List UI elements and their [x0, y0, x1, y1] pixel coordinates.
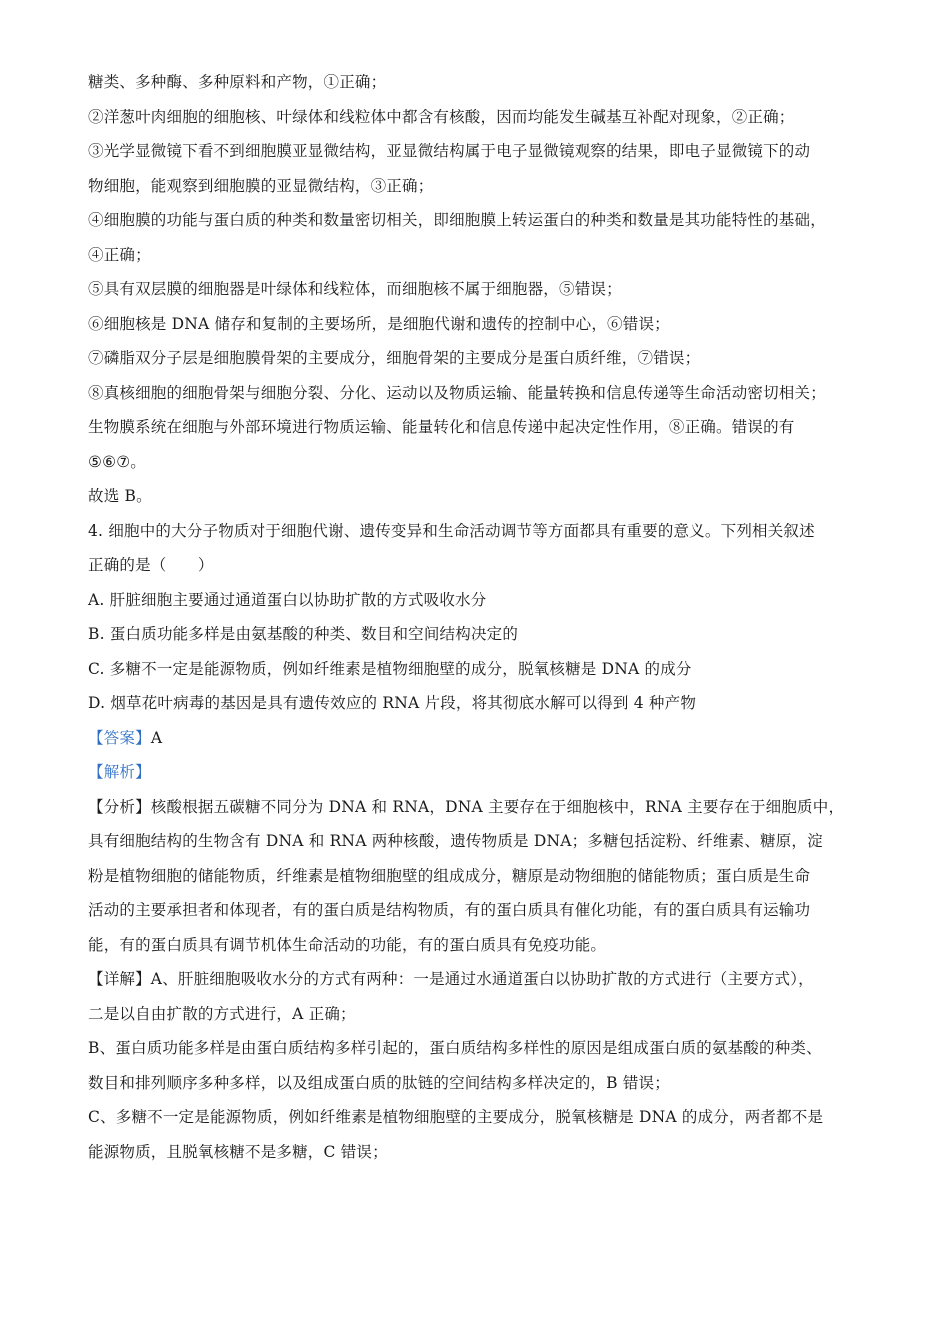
answer-tag: 【答案】 [88, 728, 151, 747]
text-line: ⑧真核细胞的细胞骨架与细胞分裂、分化、运动以及物质运输、能量转换和信息传递等生命活动密切相关； [88, 383, 826, 402]
detail-line: 【详解】A、肝脏细胞吸收水分的方式有两种：一是通过水通道蛋白以协助扩散的方式进行（主要方式）， [88, 970, 814, 988]
text-line: 生物膜系统在细胞与外部环境进行物质运输、能量转化和信息传递中起决定性作用，⑧正确。错误的有 [88, 418, 795, 436]
text-line: ④正确； [88, 245, 151, 264]
analysis-line: 粉是植物细胞的储能物质，纤维素是植物细胞壁的组成成分，糖原是动物细胞的储能物质；蛋白质是生命 [88, 866, 811, 885]
analysis-line: 具有细胞结构的生物含有 DNA 和 RNA 两种核酸，遗传物质是 DNA；多糖包括淀粉、纤维素、糖原，淀 [88, 832, 823, 850]
text-line: ⑦磷脂双分子层是细胞膜骨架的主要成分，细胞骨架的主要成分是蛋白质纤维，⑦错误； [88, 349, 701, 367]
analysis-tag: 【解析】 [88, 763, 151, 781]
text-line: ⑤⑥⑦。 [88, 452, 146, 471]
answer-line [88, 728, 878, 748]
analysis-heading [88, 762, 878, 782]
answer-value: A [150, 728, 163, 747]
option-d: D. 烟草花叶病毒的基因是具有遗传效应的 RNA 片段，将其彻底水解可以得到 4 种产物 [88, 694, 697, 712]
analysis-line: 活动的主要承担者和体现者，有的蛋白质是结构物质，有的蛋白质具有催化功能，有的蛋白质具有运输功 [88, 901, 811, 919]
option-c: C. 多糖不一定是能源物质，例如纤维素是植物细胞壁的成分，脱氧核糖是 DNA 的成分 [88, 659, 692, 678]
text-line: 糖类、多种酶、多种原料和产物，①正确； [88, 73, 387, 91]
analysis-line: 【分析】核酸根据五碳糖不同分为 DNA 和 RNA，DNA 主要存在于细胞核中，RNA 主要存在于细胞质中， [88, 797, 845, 816]
question-stem: 4. 细胞中的大分子物质对于细胞代谢、遗传变异和生命活动调节等方面都具有重要的意义。下列相关叙述 [88, 521, 815, 540]
text-line: ④细胞膜的功能与蛋白质的种类和数量密切相关，即细胞膜上转运蛋白的种类和数量是其功能特性的基础， [88, 211, 826, 229]
text-line: ⑥细胞核是 DNA 储存和复制的主要场所，是细胞代谢和遗传的控制中心，⑥错误； [88, 314, 670, 333]
text-line: 物细胞，能观察到细胞膜的亚显微结构，③正确； [88, 176, 434, 195]
detail-line: 能源物质，且脱氧核糖不是多糖，C 错误； [88, 1142, 388, 1161]
detail-line: B、蛋白质功能多样是由蛋白质结构多样引起的，蛋白质结构多样性的原因是组成蛋白质的氨基酸的种类、 [88, 1039, 822, 1057]
detail-line: C、多糖不一定是能源物质，例如纤维素是植物细胞壁的主要成分，脱氧核糖是 DNA 的成分，两者都不是 [88, 1108, 824, 1126]
document-page [88, 72, 878, 1176]
detail-line: 二是以自由扩散的方式进行，A 正确； [88, 1004, 356, 1023]
question-stem: 正确的是（ ） [88, 556, 214, 574]
text-line: ③光学显微镜下看不到细胞膜亚显微结构，亚显微结构属于电子显微镜观察的结果，即电子显微镜下的动 [88, 142, 811, 160]
text-line: ②洋葱叶肉细胞的细胞核、叶绿体和线粒体中都含有核酸，因而均能发生碱基互补配对现象，②正确； [88, 107, 795, 126]
text-line: 故选 B。 [88, 487, 152, 505]
detail-line: 数目和排列顺序多种多样，以及组成蛋白质的肽链的空间结构多样决定的，B 错误； [88, 1073, 670, 1092]
text-line: ⑤具有双层膜的细胞器是叶绿体和线粒体，而细胞核不属于细胞器，⑤错误； [88, 280, 622, 298]
option-b: B. 蛋白质功能多样是由氨基酸的种类、数目和空间结构决定的 [88, 625, 519, 643]
option-a: A. 肝脏细胞主要通过通道蛋白以协助扩散的方式吸收水分 [88, 590, 487, 609]
analysis-line: 能，有的蛋白质具有调节机体生命活动的功能，有的蛋白质具有免疫功能。 [88, 935, 607, 954]
